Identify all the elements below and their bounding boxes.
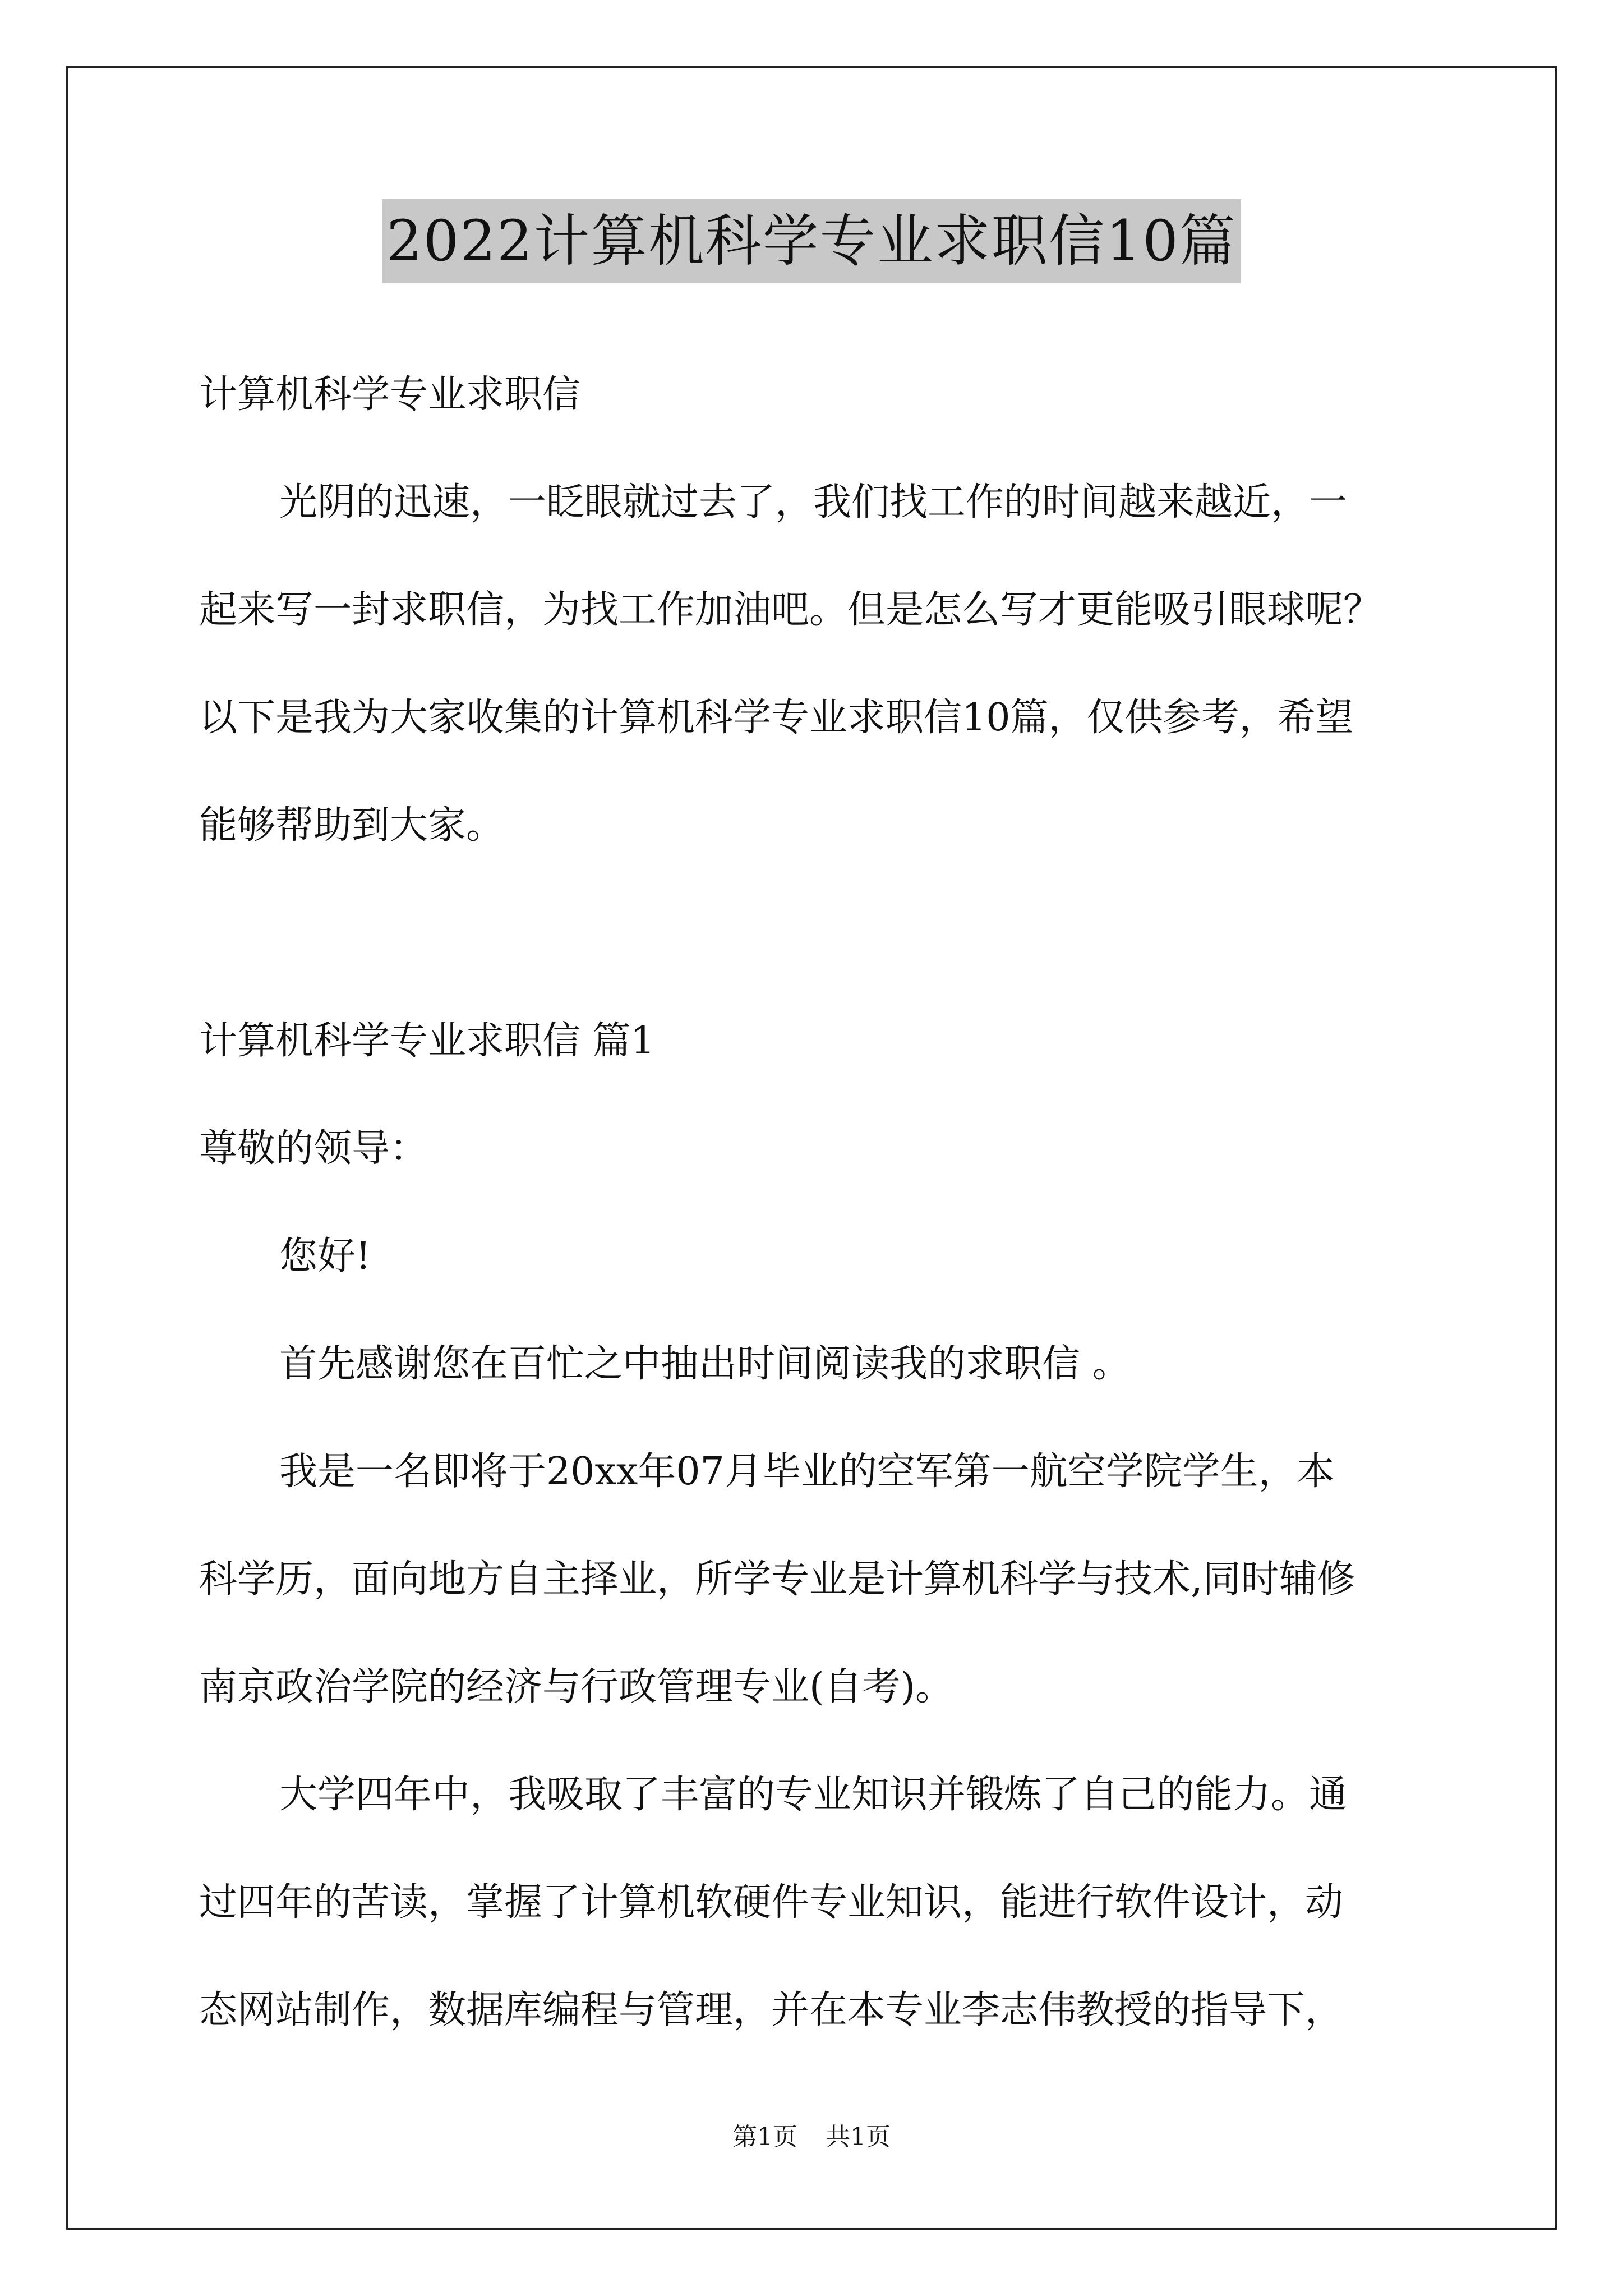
document-body — [199, 341, 1433, 2064]
page-footer — [0, 2120, 1623, 2154]
intro-paragraph-line: 以下是我为大家收集的计算机科学专业求职信10篇，仅供参考，希望 — [199, 696, 1354, 740]
intro-paragraph-line: 起来写一封求职信，为找工作加油吧。但是怎么写才更能吸引眼球呢？ — [199, 588, 1382, 632]
letter-line: 态网站制作，数据库编程与管理，并在本专业李志伟教授的指导下， — [199, 1988, 1344, 2032]
letter-greeting: 您好! — [279, 1234, 371, 1278]
intro-heading: 计算机科学专业求职信 — [199, 372, 581, 417]
title-container — [0, 199, 1623, 283]
intro-paragraph-line: 能够帮助到大家。 — [199, 803, 505, 848]
page-number-current: 第1页 — [732, 2123, 797, 2151]
letter-line: 大学四年中，我吸取了丰富的专业知识并锻炼了自己的能力。通 — [279, 1773, 1348, 1817]
letter-line: 首先感谢您在百忙之中抽出时间阅读我的求职信 。 — [279, 1342, 1131, 1386]
page-number-total: 共1页 — [826, 2123, 891, 2151]
letter-line: 我是一名即将于20xx年07月毕业的空军第一航空学院学生，本 — [279, 1450, 1335, 1494]
letter-line: 过四年的苦读，掌握了计算机软硬件专业知识，能进行软件设计，动 — [199, 1880, 1344, 1925]
section-heading: 计算机科学专业求职信 篇1 — [199, 1019, 655, 1063]
document-title: 2022计算机科学专业求职信10篇 — [382, 199, 1241, 283]
letter-salutation: 尊敬的领导： — [199, 1126, 428, 1171]
intro-paragraph-line: 光阴的迅速，一眨眼就过去了，我们找工作的时间越来越近，一 — [279, 480, 1348, 524]
letter-line: 科学历，面向地方自主择业，所学专业是计算机科学与技术,同时辅修 — [199, 1557, 1355, 1602]
letter-line: 南京政治学院的经济与行政管理专业(自考)。 — [199, 1665, 954, 1709]
